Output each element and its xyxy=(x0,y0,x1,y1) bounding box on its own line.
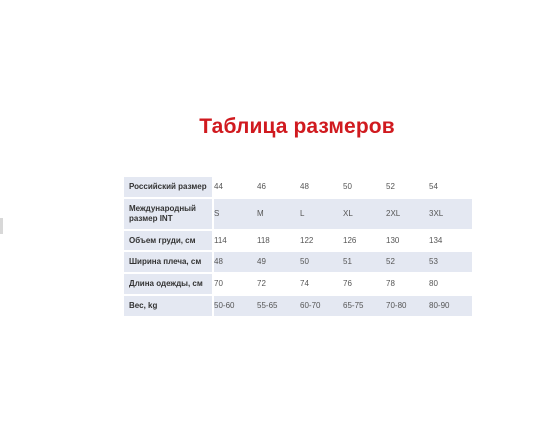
row-label-line: размер INT xyxy=(129,214,173,223)
row-label-line: Международный xyxy=(129,204,196,213)
table-cell: 74 xyxy=(300,274,343,296)
table-cell: 52 xyxy=(386,177,429,199)
table-row-weight xyxy=(124,296,472,318)
table-cell: 118 xyxy=(257,231,300,252)
table-cell: 80-90 xyxy=(429,296,472,318)
table-cell: 3XL xyxy=(429,199,472,231)
size-table xyxy=(124,177,472,318)
table-row-russian-size xyxy=(124,177,472,199)
table-cell: 70 xyxy=(214,274,257,296)
row-label: Объем груди, см xyxy=(124,231,214,252)
table-cell: 50-60 xyxy=(214,296,257,318)
table-cell: L xyxy=(300,199,343,231)
table-cell: 80 xyxy=(429,274,472,296)
table-cell: 48 xyxy=(300,177,343,199)
table-cell: 49 xyxy=(257,252,300,274)
row-label: Российский размер xyxy=(124,177,214,199)
table-cell: 76 xyxy=(343,274,386,296)
table-row-chest xyxy=(124,231,472,252)
table-cell: 46 xyxy=(257,177,300,199)
table-cell: 78 xyxy=(386,274,429,296)
table-cell: 50 xyxy=(343,177,386,199)
row-label: Ширина плеча, см xyxy=(124,252,214,274)
table-cell: XL xyxy=(343,199,386,231)
table-cell: 126 xyxy=(343,231,386,252)
row-label: Вес, kg xyxy=(124,296,214,318)
table-cell: 60-70 xyxy=(300,296,343,318)
table-cell: 65-75 xyxy=(343,296,386,318)
row-label: Длина одежды, см xyxy=(124,274,214,296)
table-cell: 70-80 xyxy=(386,296,429,318)
table-cell: 51 xyxy=(343,252,386,274)
table-cell: 52 xyxy=(386,252,429,274)
table-row-int-size xyxy=(124,199,472,231)
table-cell: 54 xyxy=(429,177,472,199)
table-cell: 53 xyxy=(429,252,472,274)
table-cell: M xyxy=(257,199,300,231)
table-cell: S xyxy=(214,199,257,231)
table-cell: 50 xyxy=(300,252,343,274)
table-cell: 134 xyxy=(429,231,472,252)
table-row-shoulder xyxy=(124,252,472,274)
table-cell: 114 xyxy=(214,231,257,252)
table-cell: 72 xyxy=(257,274,300,296)
table-cell: 48 xyxy=(214,252,257,274)
table-cell: 130 xyxy=(386,231,429,252)
table-cell: 44 xyxy=(214,177,257,199)
page-title: Таблица размеров xyxy=(199,115,395,138)
table-row-length xyxy=(124,274,472,296)
table-cell: 2XL xyxy=(386,199,429,231)
row-label xyxy=(124,199,214,231)
table-cell: 122 xyxy=(300,231,343,252)
table-cell: 55-65 xyxy=(257,296,300,318)
edge-mark xyxy=(0,218,3,234)
